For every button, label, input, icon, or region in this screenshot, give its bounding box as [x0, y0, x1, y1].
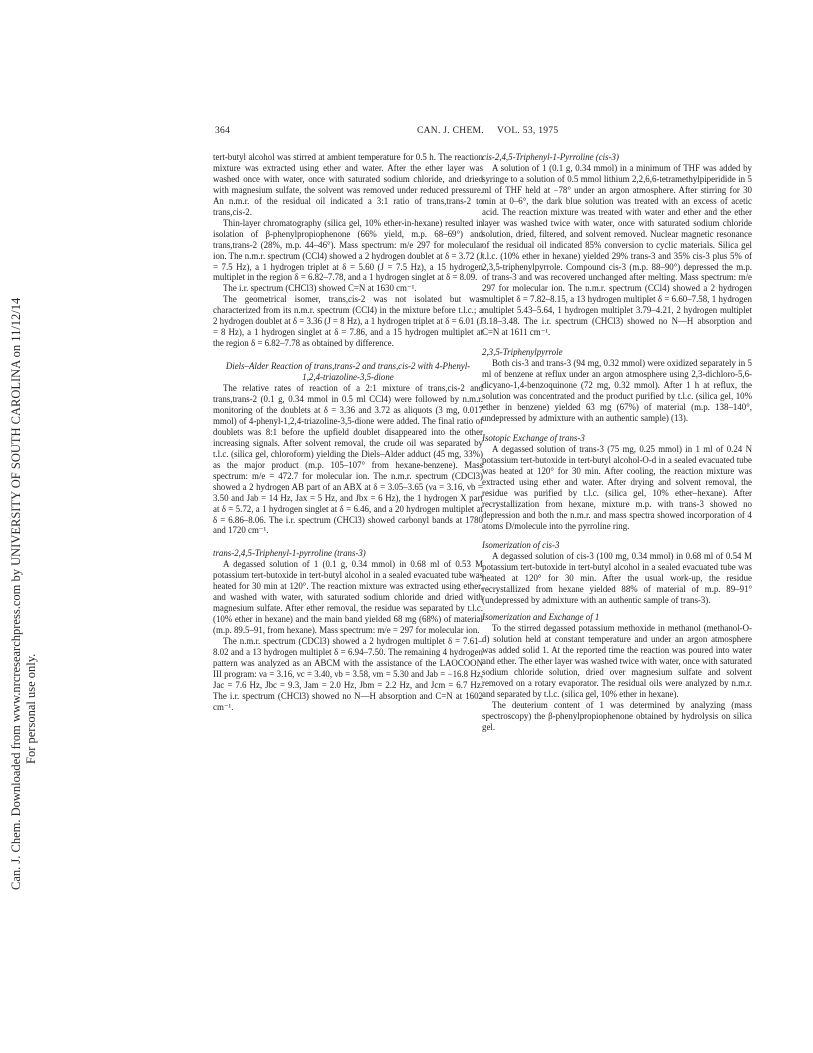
paragraph: To the stirred degassed potassium methoxide in methanol (methanol-O-d) solution held at constant temperature and under an argon atmosphere was added solid 1. At the reported time the reaction was poured into water and ether. The ether layer was washed twice with water, once with saturated sodium chloride solution, dried over magnesium sulfate and solvent removed on a rotary evaporator. The residual oils were analyzed by n.m.r. and separated by t.l.c. (silica gel, 10% ether in hexane). — [482, 623, 752, 699]
paragraph: A degassed solution of 1 (0.1 g, 0.34 mmol) in 0.68 ml of 0.53 M potassium tert-butoxide in tert-butyl alcohol in a sealed evacuated tube was heated for 30 min at 120°. The reaction mixture was extracted using ether, and washed with water, with saturated sodium chloride and dried with magnesium sulfate. After ether removal, the residue was separated by t.l.c. (10% ether in hexane) and the main band yielded 68 mg (68%) of material (m.p. 89.5–91, from hexane). Mass spectrum: m/e = 297 for molecular ion. — [213, 559, 483, 636]
section-heading: 2,3,5-Triphenylpyrrole — [482, 347, 563, 358]
paragraph: The n.m.r. spectrum (CDCl3) showed a 2 hydrogen multiplet δ = 7.61–8.02 and a 13 hydrogen multiplet δ = 6.94–7.50. The remaining 4 hydrogen pattern was analyzed as an ABCM with the assistance of the LAOCOON III program: νa = 3.16, νc = 3.40, νb = 3.58, νm = 5.30 and Jab = −16.8 Hz, Jac = 7.6 Hz, Jbc = 9.3, Jam = 2.0 Hz, Jbm = 2.2 Hz, and Jcm = 6.7 Hz. The i.r. spectrum (CHCl3) showed no N—H absorption and C=N at 1602 cm⁻¹. — [213, 636, 483, 712]
left-column — [213, 152, 483, 713]
paragraph: The i.r. spectrum (CHCl3) showed C=N at 1630 cm⁻¹. — [223, 283, 417, 294]
right-column — [482, 152, 752, 733]
paragraph: Thin-layer chromatography (silica gel, 10% ether-in-hexane) resulted in isolation of β-phenylpropiophenone (66% yield, m.p. 68–69°) and trans,trans-2 (28%, m.p. 44–46°). Mass spectrum: m/e 297 for molecular ion. The n.m.r. spectrum (CCl4) showed a 2 hydrogen doublet at δ = 3.72 (J = 7.5 Hz), a 1 hydrogen triplet at δ = 5.60 (J = 7.5 Hz), a 15 hydrogen multiplet in the region δ = 6.82–7.78, and a 1 hydrogen singlet at δ = 8.09. — [213, 217, 483, 283]
paragraph: A degassed solution of trans-3 (75 mg, 0.25 mmol) in 1 ml of 0.24 N potassium tert-butoxide in tert-butyl alcohol-O-d in a sealed evacuated tube was heated at 120° for 30 min. After cooling, the reaction mixture was extracted using ether and water. After drying and solvent removal, the residue was purified by t.l.c. (silica gel, 10% ether–hexane). After recrystallization from hexane, mixture m.p. with trans-3 showed no depression and both the n.m.r. and mass spectra showed incorporation of 4 atoms D/molecule into the pyrroline ring. — [482, 443, 752, 531]
download-notice: Can. J. Chem. Downloaded from www.nrcresearchpress.com by UNIVERSITY OF SOUTH CAROLINA on 11/12/14 — [9, 297, 23, 890]
journal-volume: VOL. 53, 1975 — [497, 126, 559, 136]
paragraph: The deuterium content of 1 was determined by analyzing (mass spectroscopy) the β-phenylpropiophenone obtained by hydrolysis on silica gel. — [482, 699, 752, 732]
section-heading: Isomerization of cis-3 — [482, 540, 560, 551]
section-heading: Isotopic Exchange of trans-3 — [482, 432, 585, 443]
paragraph: Both cis-3 and trans-3 (94 mg, 0.32 mmol) were oxidized separately in 5 ml of benzene at reflux under an argon atmosphere using 2,3-dichloro-5,6-dicyano-1,4-benzoquinone (72 mg, 0.32 mmol). After 1 h at reflux, the solution was concentrated and the product purified by t.l.c. (silica gel, 10% ether in benzene) yielded 63 mg (67%) of material (m.p. 138–140°, undepressed by admixture with an authentic sample) (13). — [482, 358, 752, 423]
paragraph: tert-butyl alcohol was stirred at ambient temperature for 0.5 h. The reaction mixture was extracted using ether and water. After the ether layer was washed once with water, once with saturated sodium chloride, and dried with magnesium sulfate, the solvent was removed under reduced pressure. An n.m.r. of the residual oil indicated a 3:1 ratio of trans,trans-2 to trans,cis-2. — [213, 152, 483, 217]
section-heading: Diels–Alder Reaction of trans,trans-2 and trans,cis-2 with 4-Phenyl-1,2,4-triazoline-3,5-dione — [225, 361, 471, 383]
paragraph: The relative rates of reaction of a 2:1 mixture of trans,cis-2 and trans,trans-2 (0.1 g, 0.34 mmol in 0.5 ml CCl4) were followed by n.m.r. monitoring of the doublets at δ = 3.36 and 3.72 as aliquots (3 mg, 0.017 mmol) of 4-phenyl-1,2,4-triazoline-3,5-dione were added. The final ratio of doublets was 8:1 before the upfield doublet disappeared into the other increasing signals. After solvent removal, the crude oil was separated by t.l.c. (silica gel, chloroform) yielding the Diels–Alder adduct (45 mg, 33%) as the major product (m.p. 105–107° from hexane-benzene). Mass spectrum: m/e = 472.7 for molecular ion. The n.m.r. spectrum (CDCl3) showed a 2 hydrogen AB part of an ABX at δ = 3.05–3.65 (νa = 3.16, νb = 3.50 and Jab = 14 Hz, Jax = 5 Hz, and Jbx = 6 Hz), the 1 hydrogen X part at δ = 5.72, a 1 hydrogen singlet at δ = 6.46, and a 20 hydrogen multiplet at δ = 6.86–8.06. The i.r. spectrum (CHCl3) showed carbonyl bands at 1780 and 1720 cm⁻¹. — [213, 383, 483, 536]
running-head — [215, 126, 755, 140]
usage-notice: For personal use only. — [24, 653, 38, 764]
section-heading: trans-2,4,5-Triphenyl-1-pyrroline (trans-3) — [213, 548, 366, 559]
section-heading: cis-2,4,5-Triphenyl-1-Pyrroline (cis-3) — [482, 152, 619, 162]
journal-title: CAN. J. CHEM. — [417, 126, 484, 136]
paragraph: The geometrical isomer, trans,cis-2 was not isolated but was characterized from its n.m.r. spectrum (CCl4) in the mixture before t.l.c.; a 2 hydrogen doublet at δ = 3.36 (J = 8 Hz), a 1 hydrogen triplet at δ = 6.01 (J = 8 Hz), a 1 hydrogen singlet at δ = 7.86, and a 15 hydrogen multiplet at the region δ = 6.82–7.78 as obtained by difference. — [213, 294, 483, 349]
download-watermark — [0, 0, 40, 1053]
paragraph: A degassed solution of cis-3 (100 mg, 0.34 mmol) in 0.68 ml of 0.54 M potassium tert-butoxide in tert-butyl alcohol in a sealed evacuated tube was heated at 120° for 30 min. After the usual work-up, the residue recrystallized from hexane yielded 88% of material of m.p. 89–91° (undepressed by admixture with an authentic sample of trans-3). — [482, 551, 752, 606]
page-number: 364 — [215, 126, 231, 136]
paragraph: A solution of 1 (0.1 g, 0.34 mmol) in a minimum of THF was added by syringe to a solution of 0.5 mmol lithium 2,2,6,6-tetramethylpiperidide in 5 ml of THF held at −78° under an argon atmosphere. After stirring for 30 min at 0–6°, the dark blue solution was treated with an excess of acetic acid. The reaction mixture was treated with water and ether and the ether layer was washed twice with water, once with saturated sodium chloride solution, dried, filtered, and solvent removed. Nuclear magnetic resonance of the residual oil indicated 85% conversion to cyclic materials. Silica gel t.l.c. (10% ether in hexane) yielded 29% trans-3 and 35% cis-3 plus 5% of 2,3,5-triphenylpyrrole. Compound cis-3 (m.p. 88–90°) depressed the m.p. of trans-3 and was recovered unchanged after melting. Mass spectrum: m/e 297 for molecular ion. The n.m.r. spectrum (CCl4) showed a 2 hydrogen multiplet δ = 7.82–8.15, a 13 hydrogen multiplet δ = 6.60–7.58, 1 hydrogen multiplet 5.43–5.64, 1 hydrogen multiplet 3.79–4.21, 2 hydrogen multiplet 3.18–3.48. The i.r. spectrum (CHCl3) showed no N—H absorption and C=N at 1611 cm⁻¹. — [482, 162, 752, 338]
section-heading: Isomerization and Exchange of 1 — [482, 612, 600, 623]
